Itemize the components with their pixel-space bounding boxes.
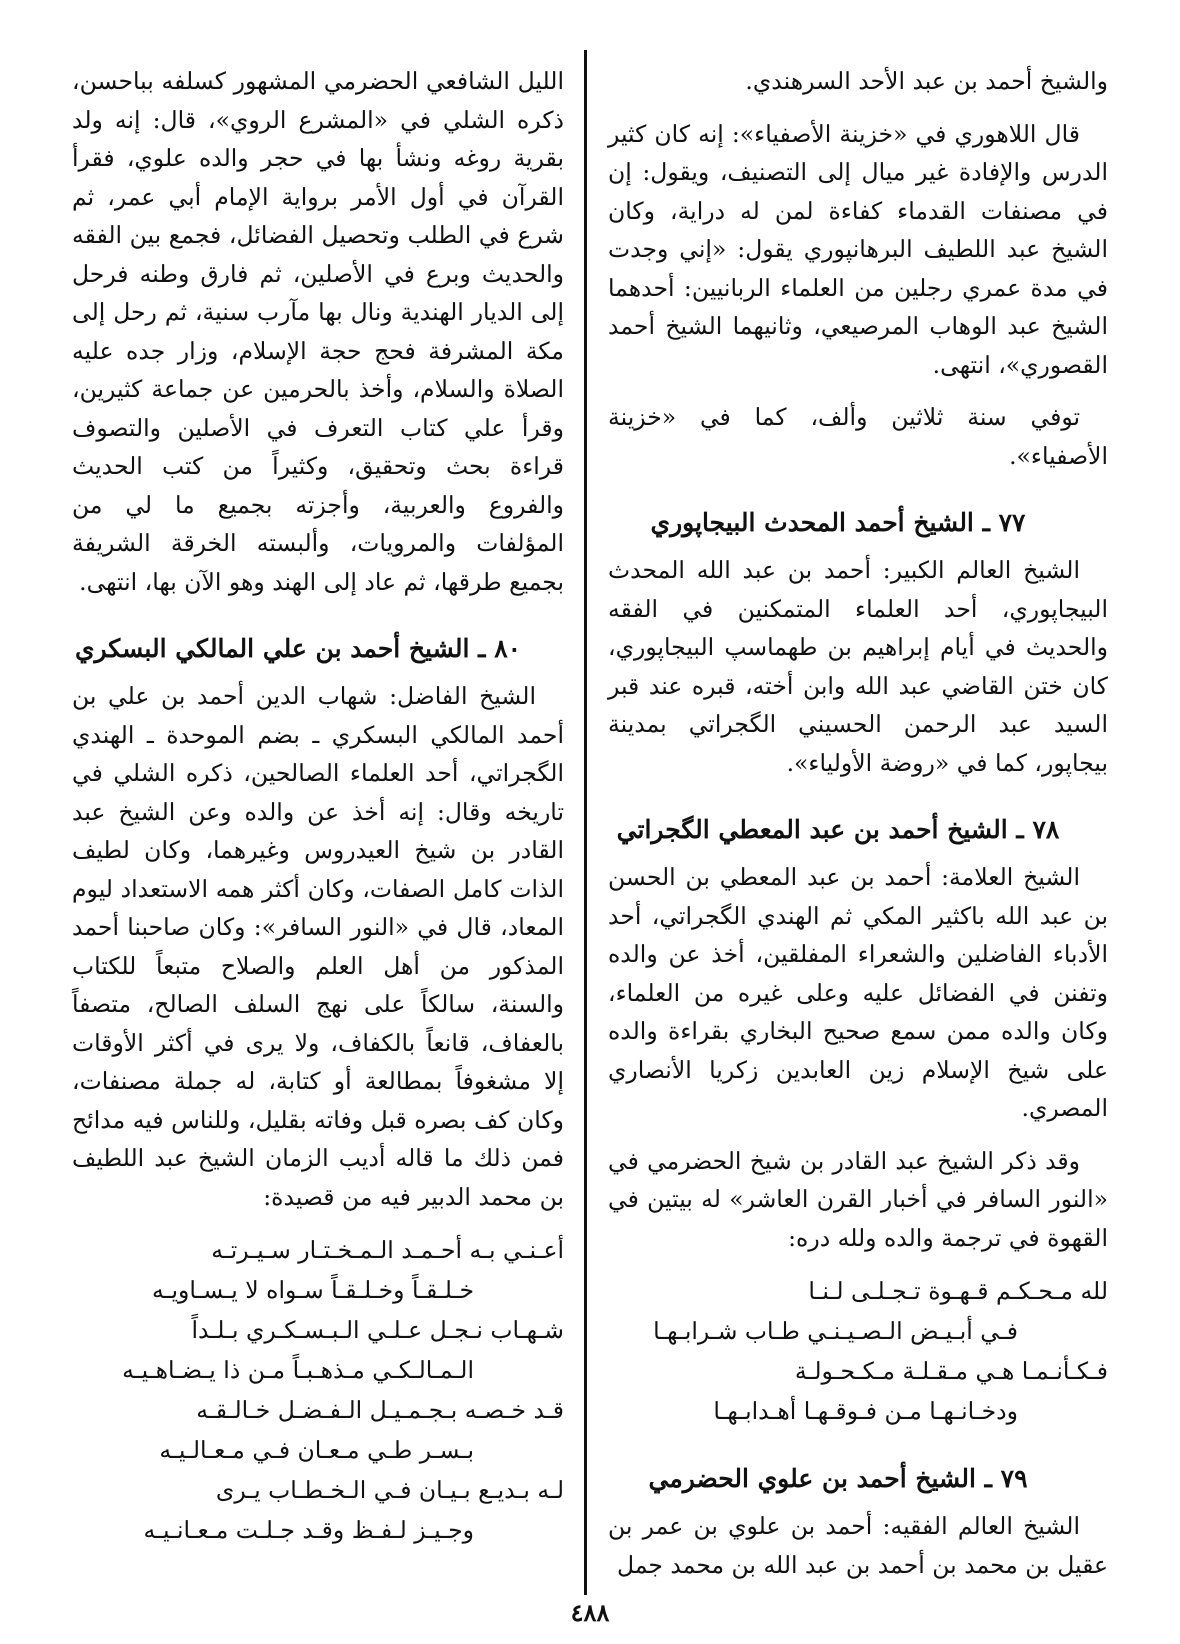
verse-line: الـمـالـكـي مـذهـبـاً مـن ذا يـضـاهـيـه: [122, 1356, 474, 1384]
verse-line: ودخـانـهـا مـن فـوقـهـا أهـدابـهـا: [713, 1397, 1018, 1425]
paragraph: الشيخ العالم الفقيه: أحمد بن علوي بن عمر بن عقيل بن محمد بن أحمد بن عبد الله بن محمد جمل: [608, 1512, 1108, 1579]
poem-praise: [72, 1230, 564, 1550]
entry-heading-80: ٨٠ ـ الشيخ أحمد بن علي المالكي البسكري: [74, 634, 522, 663]
paragraph: قال اللاهوري في «خزينة الأصفياء»: إنه كان كثير الدرس والإفادة غير ميال إلى التصنيف، ويقول: إن في مصنفات القدماء كفاءة لمن له دراية، وكان الشيخ عبد اللطيف البرهانپوري يقول: «إني وجدت في مدة عمري رجلين من العلماء الربانيين: أحدهما الشيخ عبد الوهاب المرصيعي، وثانيهما الشيخ أحمد القصوري»، انتهى.: [608, 119, 1108, 379]
paragraph: توفي سنة ثلاثين وألف، كما في «خزينة الأصفياء».: [608, 403, 1108, 470]
paragraph: الليل الشافعي الحضرمي المشهور كسلفه بباحسن، ذكره الشلي في «المشرع الروي»، قال: إنه ولد بقرية روغه ونشأ بها في حجر والده علوي، فقرأ القرآن في أول الأمر برواية الإمام أبي عمر، ثم شرع في الطلب وتحصيل الفضائل، فجمع بين الفقه والحديث وبرع في الأصلين، ثم فارق وطنه فرحل إلى الديار الهندية ونال بها مآرب سنية، ثم رحل إلى مكة المشرفة فحج حجة الإسلام، وزار جده عليه الصلاة والسلام، وأخذ بالحرمين عن جماعة كثيرين، وقرأ علي كتاب التعرف في الأصلين والتصوف قراءة بحث وتحقيق، وكثيراً من كتب الحديث والفروع والعربية، وأجزته بجميع ما لي من المؤلفات والمرويات، وألبسته الخرقة الشريفة بجميع طرقها، ثم عاد إلى الهند وهو الآن بها، انتهى.: [72, 67, 564, 596]
right-column: [608, 62, 1108, 1584]
verse-line: وجـيـز لـفـظ وقـد جـلـت مـعـانـيـه: [143, 1516, 474, 1544]
verse-line: لـه بـديـع بـيـان فـي الـخـطـاب يـرى: [215, 1476, 564, 1504]
paragraph: الشيخ العلامة: أحمد بن عبد المعطي بن الحسن بن عبد الله باكثير المكي ثم الهندي الگجراتي، أحد الأدباء الفاضلين والشعراء المفلقين، أخذ عن والده وتفنن في الفضائل عليه وعلى غيره من العلماء، وكان والده ممن سمع صحيح البخاري بقراءة والده على شيخ الإسلام زين العابدين زكريا الأنصاري المصري.: [608, 863, 1108, 1122]
verse-line: شـهـاب نـجـل عـلـي الـبـسـكـري بـلـداً: [191, 1316, 564, 1344]
verse-line: لله مـحـكـم قـهـوة تـجـلـى لـنـا: [808, 1277, 1108, 1305]
verse-line: بـسـر طـي مـعـان فـي مـعـالـيـه: [159, 1436, 474, 1464]
entry-heading-79: ٧٩ ـ الشيخ أحمد بن علوي الحضرمي: [648, 1464, 1028, 1493]
left-column: [72, 62, 564, 1550]
paragraph: الشيخ العالم الكبير: أحمد بن عبد الله المحدث البيجاپوري، أحد العلماء المتمكنين في الفقه والحديث في أيام إبراهيم بن طهماسپ البيجاپوري، كان ختن القاضي عبد الله وابن أخته، قبره عند قبر السيد عبد الرحمن الحسيني الگجراتي بمدينة بيجاپور، كما في «روضة الأولياء».: [608, 556, 1108, 777]
entry-heading-77: ٧٧ ـ الشيخ أحمد المحدث البيجاپوري: [650, 508, 1026, 537]
verse-line: أعـنـي بـه أحـمـد الـمـخـتـار سـيـرتـه: [211, 1236, 564, 1264]
paragraph: الشيخ الفاضل: شهاب الدين أحمد بن علي بن أحمد المالكي البسكري ـ بضم الموحدة ـ الهندي الگجراتي، أحد العلماء الصالحين، ذكره الشلي في تاريخه وقال: إنه أخذ عن والده وعن الشيخ عبد القادر بن شيخ العيدروس وغيرهما، وكان لطيف الذات كامل الصفات، وكان أكثر همه الاستعداد ليوم المعاد، قال في «النور السافر»: وكان صاحبنا أحمد المذكور من أهل العلم والصلاح متبعاً للكتاب والسنة، سالكاً على نهج السلف الصالح، متصفاً بالعفاف، قانعاً بالكفاف، ولا يرى في أكثر الأوقات إلا مشغوفاً بمطالعة أو كتابة، له جملة مصنفات، وكان كف بصره قبل وفاته بقليل، وللناس فيه مدائح فمن ذلك ما قاله أديب الزمان الشيخ عبد اللطيف بن محمد الدبير فيه من قصيدة:: [72, 682, 564, 1211]
entry-heading-78: ٧٨ ـ الشيخ أحمد بن عبد المعطي الگجراتي: [616, 815, 1060, 844]
paragraph: والشيخ أحمد بن عبد الأحد السرهندي.: [745, 67, 1108, 95]
paragraph: وقد ذكر الشيخ عبد القادر بن شيخ الحضرمي في «النور السافر في أخبار القرن العاشر» له بيتين في القهوة في ترجمة والده ولله دره:: [608, 1146, 1108, 1252]
verse-line: فـكـأنـمـا هـي مـقـلـة مـكـحـولـة: [794, 1357, 1108, 1385]
verse-line: خـلـقـاً وخـلـقـاً سـواه لا يـسـاويـه: [151, 1276, 474, 1304]
page-number: ٤٨٨: [570, 1598, 610, 1627]
verse-line: فـي أبـيـض الـصـيـنـي طـاب شـرابـهـا: [653, 1317, 1018, 1345]
column-divider: [584, 50, 587, 1595]
poem-coffee: [608, 1271, 1108, 1431]
verse-line: قـد خـصـه بـجـمـيـل الـفـضـل خـالـقـه: [196, 1396, 564, 1424]
